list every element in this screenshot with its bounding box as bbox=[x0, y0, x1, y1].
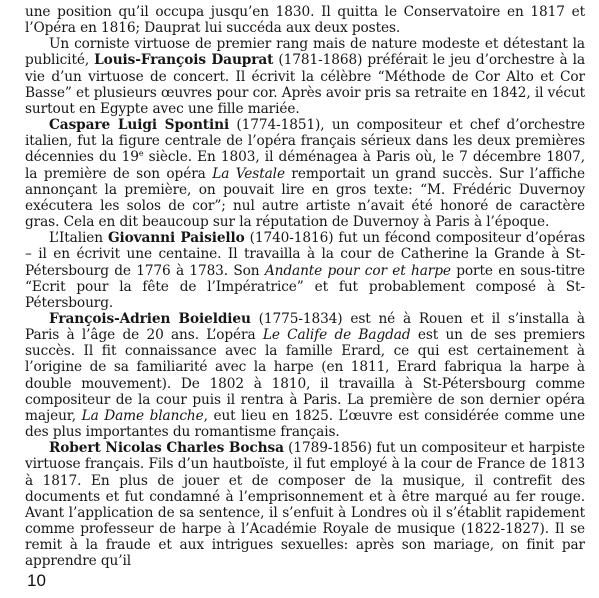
text-run: (1781-1868) préférait le jeu d’orchestre à la vie d’un virtuose de concert. Il écrivit la célèbre “Méthode de Cor Alto et Cor Basse” et plusieurs œuvres pour cor. Après avoir pris sa retraite en 1842, il vécut surtout en Egypte avec une fille mariée. bbox=[25, 52, 586, 117]
text-run: porte en sous-titre “Ecrit pour la fête de l’Impératrice” et fut probablement composé à St-Pétersbourg. bbox=[25, 262, 585, 311]
text-run: Un corniste virtuose de premier rang mais de nature modeste et détestant la publicité, bbox=[25, 36, 585, 69]
text-run: , eut lieu en 1825. L’œuvre est considérée comme une des plus importantes du romantisme français. bbox=[25, 407, 585, 441]
text-run: siècle. En 1803, il déménagea à Paris où, le 7 décembre 1807, la première de son opéra bbox=[25, 149, 585, 182]
person-name-bochsa: Robert Nicolas Charles Bochsa bbox=[49, 440, 284, 457]
text-run: (1774-1851), un compositeur et chef d’orchestre italien, fut la figure centrale de l’opéra français sérieux dans les deux premières décennies du 19 bbox=[25, 117, 585, 166]
text-run: (1775-1834) est né à Rouen et il s’installa à Paris à l’âge de 20 ans. L’opéra bbox=[25, 310, 585, 344]
person-name-dauprat: Louis-François Dauprat bbox=[94, 52, 274, 69]
text-run: (1789-1856) fut un compositeur et harpiste virtuose français. Fils d’un hautboïste, il fut employé à la cour de France de 1813 à 1817. En plus de jouer et de composer de la musique, il contrefit des documents et fut condamné à l’emprisonnement et à être marqué au fer rouge. Avant l’application de sa sentence, il s’enfuit à Londres où il s’établit rapidement comme professeur de harpe à l’Académie Royale de musique (1822-1827). Il se remit à la fraude et aux intrigues sexuelles: après son mariage, on finit par apprendre qu’il bbox=[25, 440, 585, 570]
text-run: remportait un grand succès. Sur l’affiche annonçant la première, on pouvait lire en gros texte: “M. Frédéric Duvernoy exécutera les solos de cor”; nul autre artiste n’avait été honoré de caractère gras. Cela en dit beaucoup sur la réputation de Duvernoy à Paris à l’époque. bbox=[25, 165, 585, 231]
work-title-la-vestale: La Vestale bbox=[212, 165, 285, 182]
text-run: une position qu’il occupa jusqu’en 1830. Il quitta le Conservatoire en 1817 et l’Opéra en 1816; Dauprat lui succéda aux deux postes. bbox=[25, 4, 585, 37]
paragraph-boieldieu bbox=[25, 311, 585, 440]
paragraph-bochsa bbox=[25, 440, 585, 569]
paragraph-paisiello bbox=[25, 230, 585, 311]
superscript: e bbox=[138, 149, 144, 159]
person-name-boieldieu: François-Adrien Boieldieu bbox=[49, 310, 251, 327]
page-number: 10 bbox=[27, 571, 46, 590]
work-title-calife: Le Calife de Bagdad bbox=[262, 327, 411, 344]
text-run: est un de ses premiers succès. Il fit connaissance avec la famille Erard, ce qui est certainement à l’origine de sa familiarité avec la harpe (en 1811, Erard fabriqua la harpe à double mouvement). De 1802 à 1810, il travailla à St-Pétersbourg comme compositeur de la cour puis il rentra à Paris. La première de son dernier opéra majeur, bbox=[25, 327, 585, 424]
work-title-dame-blanche: La Dame blanche bbox=[81, 407, 204, 424]
paragraph-continuation bbox=[25, 4, 585, 36]
person-name-paisiello: Giovanni Paisiello bbox=[107, 230, 245, 247]
text-run: L’Italien bbox=[49, 230, 108, 247]
page-body-text bbox=[25, 4, 585, 569]
paragraph-dauprat bbox=[25, 36, 585, 117]
person-name-spontini: Caspare Luigi Spontini bbox=[49, 117, 230, 134]
work-title-andante: Andante pour cor et harpe bbox=[264, 262, 451, 279]
paragraph-spontini bbox=[25, 117, 585, 230]
text-run: (1740-1816) fut un fécond compositeur d’opéras – il en écrivit une centaine. Il travailla à la cour de Catherine la Grande à St-Pétersbourg de 1776 à 1783. Son bbox=[25, 230, 586, 279]
